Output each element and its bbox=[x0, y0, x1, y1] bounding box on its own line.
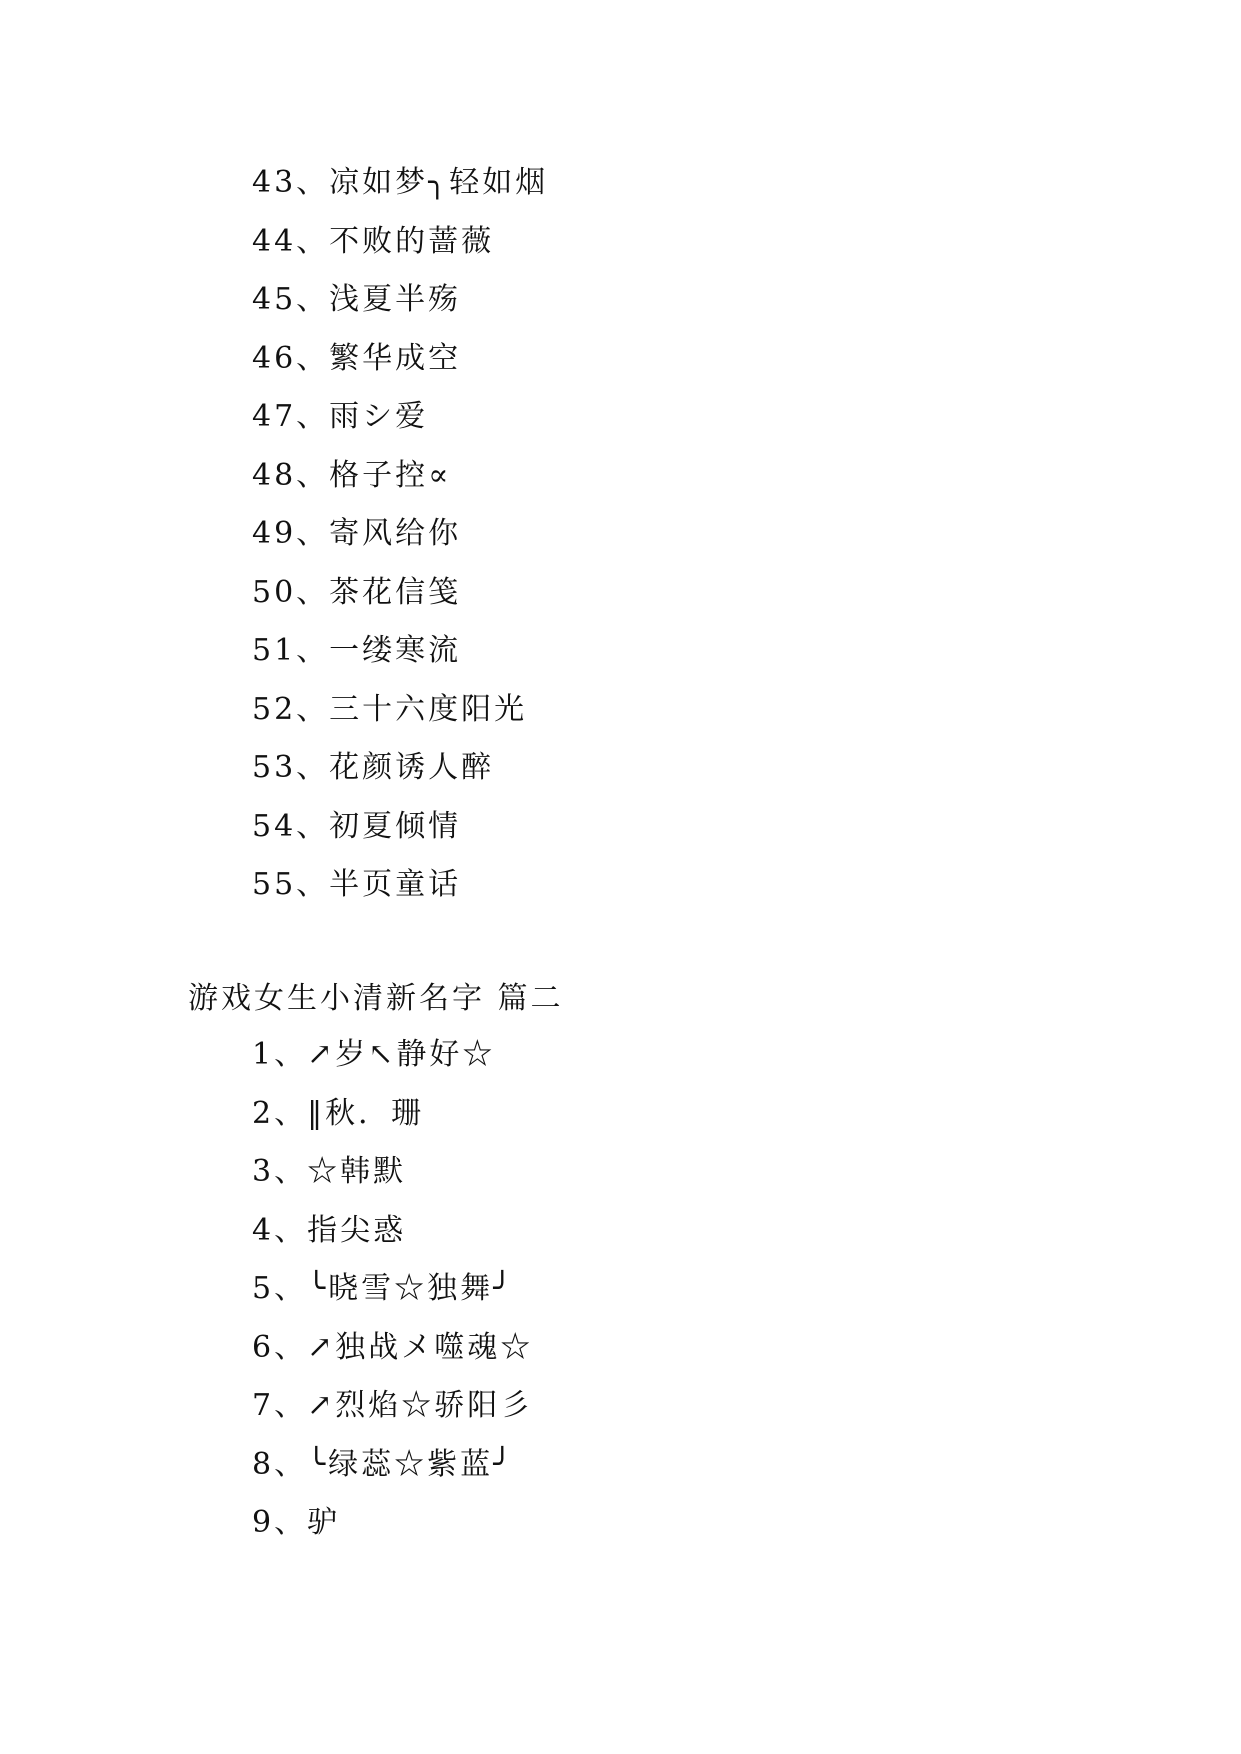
name-list-part-1 bbox=[252, 154, 548, 915]
list-item: 54、初夏倾情 bbox=[252, 808, 462, 844]
list-item: 46、繁华成空 bbox=[252, 340, 462, 376]
list-item: 5、╰晓雪☆独舞╯ bbox=[252, 1271, 515, 1306]
list-item: 48、格子控∝ bbox=[252, 457, 452, 493]
list-item: 9、驴 bbox=[252, 1505, 341, 1540]
list-item: 52、三十六度阳光 bbox=[252, 691, 528, 727]
list-item: 4、指尖惑 bbox=[252, 1212, 407, 1248]
list-item: 2、‖秋．珊 bbox=[252, 1095, 425, 1131]
list-item: 3、☆韩默 bbox=[252, 1154, 407, 1189]
list-item: 44、不败的蔷薇 bbox=[252, 223, 495, 259]
list-item: 45、浅夏半殇 bbox=[252, 282, 462, 317]
list-item: 47、雨シ爱 bbox=[252, 399, 429, 434]
section-heading: 游戏女生小清新名字 篇二 bbox=[188, 981, 564, 1016]
list-item: 7、↗烈焰☆骄阳彡 bbox=[252, 1388, 534, 1423]
list-item: 8、╰绿蕊☆紫蓝╯ bbox=[252, 1446, 515, 1482]
list-item: 49、寄风给你 bbox=[252, 516, 462, 551]
name-list-part-2 bbox=[252, 1026, 533, 1553]
list-item: 6、↗独战メ噬魂☆ bbox=[252, 1329, 534, 1365]
list-item: 1、↗岁↖静好☆ bbox=[252, 1037, 496, 1072]
list-item: 55、半页童话 bbox=[252, 867, 462, 902]
list-item: 53、花颜诱人醉 bbox=[252, 750, 495, 785]
list-item: 51、一缕寒流 bbox=[252, 633, 462, 668]
list-item: 50、茶花信笺 bbox=[252, 574, 462, 610]
list-item: 43、凉如梦╮轻如烟 bbox=[252, 165, 549, 200]
